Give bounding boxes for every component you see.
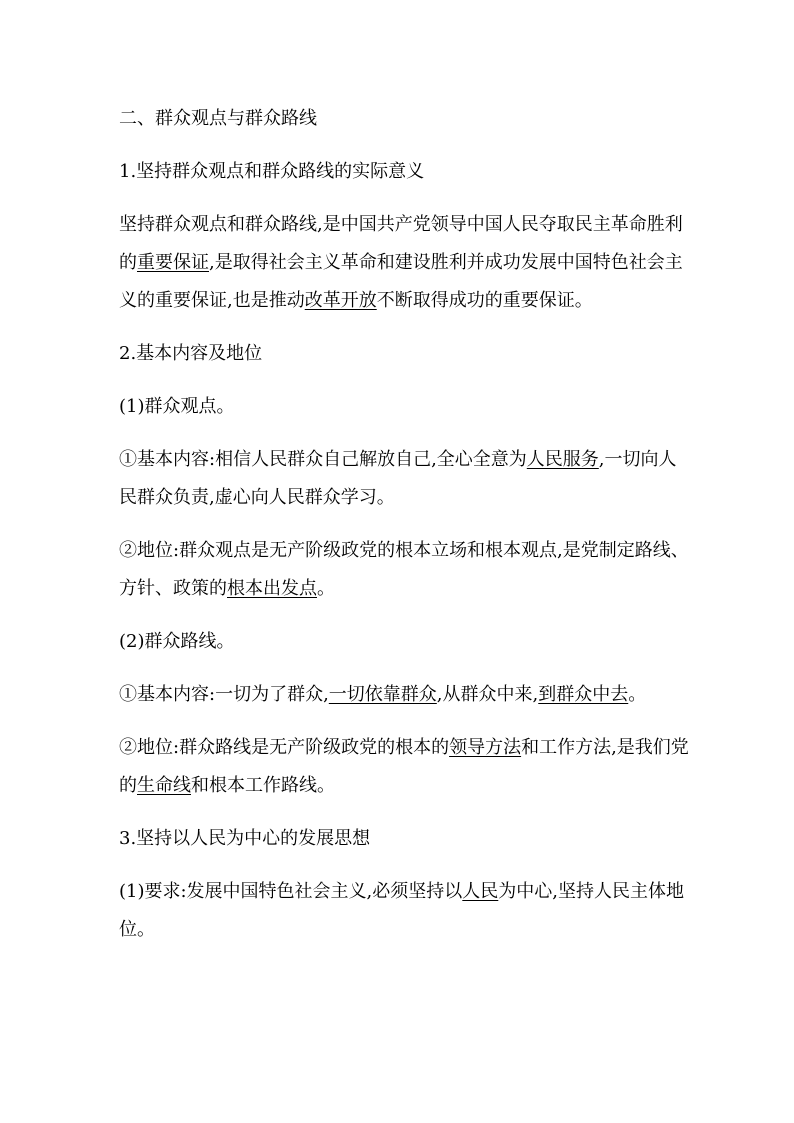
subsection-mass-viewpoint: (1)群众观点。	[119, 396, 235, 417]
document-content	[119, 103, 689, 967]
section-2-title: 2.基本内容及地位	[119, 343, 263, 364]
underlined-term: 人民	[462, 881, 499, 902]
mass-line-content: ①基本内容:一切为了群众,一切依靠群众,从群众中来,到群众中去。	[119, 684, 647, 705]
subsection-mass-line: (2)群众路线。	[119, 631, 235, 652]
underlined-term: 重要保证	[137, 252, 209, 273]
section-3-title: 3.坚持以人民为中心的发展思想	[119, 828, 371, 849]
mass-viewpoint-status: ②地位:群众观点是无产阶级政党的根本立场和根本观点,是党制定路线、方针、政策的根本出发点。	[119, 540, 689, 599]
mass-viewpoint-content: ①基本内容:相信人民群众自己解放自己,全心全意为人民服务,一切向人民群众负责,虚心向人民群众学习。	[119, 449, 677, 508]
underlined-term: 领导方法	[449, 737, 522, 758]
underlined-term: 改革开放	[304, 290, 377, 311]
heading: 二、群众观点与群众路线	[119, 108, 317, 129]
section-1-title: 1.坚持群众观点和群众路线的实际意义	[119, 161, 425, 182]
underlined-term: 到群众中去	[538, 684, 629, 705]
underlined-term: 一切依靠群众	[328, 684, 437, 705]
underlined-term: 生命线	[137, 775, 191, 796]
underlined-term: 人民服务	[526, 449, 599, 470]
section-1-paragraph: 坚持群众观点和群众路线,是中国共产党领导中国人民夺取民主革命胜利的重要保证,是取得社会主义革命和建设胜利并成功发展中国特色社会主义的重要保证,也是推动改革开放不断取得成功的重要保证。	[119, 214, 683, 311]
mass-line-status: ②地位:群众路线是无产阶级政党的根本的领导方法和工作方法,是我们党的生命线和根本工作路线。	[119, 737, 689, 796]
underlined-term: 根本出发点	[227, 578, 317, 599]
section-3-requirement: (1)要求:发展中国特色社会主义,必须坚持以人民为中心,坚持人民主体地位。	[119, 881, 685, 940]
